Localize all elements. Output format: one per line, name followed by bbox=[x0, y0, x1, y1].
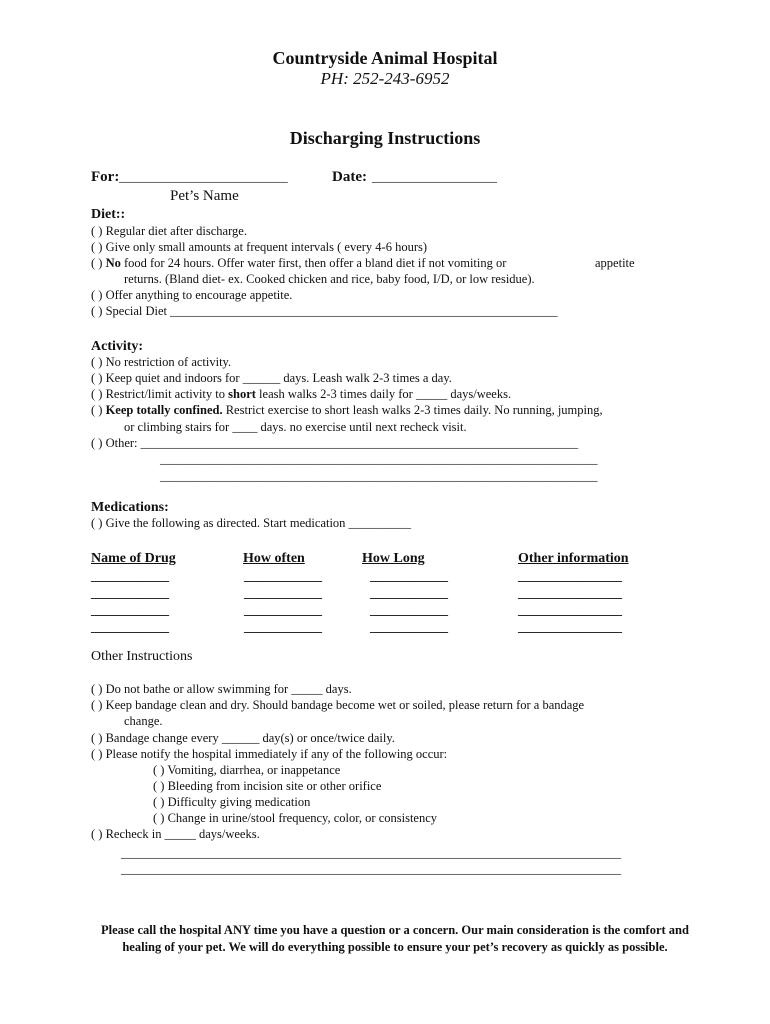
date-field[interactable]: ____________________ bbox=[372, 170, 497, 184]
other-notify-option[interactable]: ( ) Please notify the hospital immediately if any of the following occur: bbox=[91, 747, 448, 761]
activity-other-line-3[interactable]: ______________________________________________________________________ bbox=[160, 469, 598, 483]
activity-stairs-text: or climbing stairs for ____ days. no exercise until next recheck visit. bbox=[124, 420, 467, 434]
activity-restrict-checkbox[interactable]: ( ) Restrict/limit activity to bbox=[91, 387, 229, 401]
med-row-1-other[interactable]: ________________ bbox=[518, 568, 622, 583]
med-row-3-often[interactable]: ____________ bbox=[244, 602, 322, 617]
diet-no-food-option[interactable] bbox=[91, 256, 506, 271]
med-row-4-other[interactable]: ________________ bbox=[518, 619, 622, 634]
diet-heading: Diet:: bbox=[91, 207, 126, 222]
notify-vomiting-option[interactable]: ( ) Vomiting, diarrhea, or inappetance bbox=[153, 763, 341, 777]
column-how-often: How often bbox=[243, 551, 305, 566]
med-row-1-often[interactable]: ____________ bbox=[244, 568, 322, 583]
activity-heading: Activity: bbox=[91, 339, 144, 354]
pet-name-caption: Pet’s Name bbox=[170, 188, 239, 204]
med-row-1-drug[interactable]: ____________ bbox=[91, 568, 169, 583]
diet-no-food-text: food for 24 hours. Offer water first, then offer a bland diet if not vomiting or bbox=[120, 256, 507, 270]
diet-encourage-option[interactable]: ( ) Offer anything to encourage appetite. bbox=[91, 288, 293, 302]
diet-regular-option[interactable]: ( ) Regular diet after discharge. bbox=[91, 224, 247, 238]
activity-confined-checkbox[interactable]: ( ) bbox=[91, 403, 106, 417]
diet-special-option[interactable]: ( ) Special Diet ______________________________________________________________ bbox=[91, 304, 558, 318]
other-bandage-change-continuation: change. bbox=[124, 714, 163, 728]
column-other-information: Other information bbox=[518, 551, 629, 566]
activity-restrict-text: leash walks 2-3 times daily for _____ days/weeks. bbox=[255, 387, 512, 401]
hospital-name: Countryside Animal Hospital bbox=[272, 48, 498, 68]
activity-restrict-option[interactable] bbox=[91, 387, 511, 402]
other-notes-line-2[interactable]: ________________________________________________________________________________ bbox=[121, 862, 621, 876]
other-bandage-clean-option[interactable]: ( ) Keep bandage clean and dry. Should bandage become wet or soiled, please return for a bandage bbox=[91, 698, 585, 712]
other-recheck-option[interactable]: ( ) Recheck in _____ days/weeks. bbox=[91, 827, 260, 841]
activity-keep-quiet-option[interactable]: ( ) Keep quiet and indoors for ______ days. Leash walk 2-3 times a day. bbox=[91, 371, 452, 385]
med-row-2-long[interactable]: ____________ bbox=[370, 585, 448, 600]
activity-other-line-2[interactable]: ______________________________________________________________________ bbox=[160, 452, 598, 466]
pet-name-field[interactable]: ___________________________ bbox=[119, 170, 288, 184]
column-name-of-drug: Name of Drug bbox=[91, 551, 176, 566]
diet-no-food-checkbox[interactable]: ( ) bbox=[91, 256, 106, 270]
other-notes-line-1[interactable]: ________________________________________________________________________________ bbox=[121, 846, 621, 860]
activity-other-option[interactable]: ( ) Other: ______________________________________________________________________ bbox=[91, 436, 579, 450]
medications-heading: Medications: bbox=[91, 500, 169, 515]
diet-appetite-text: appetite bbox=[595, 256, 635, 270]
med-row-3-drug[interactable]: ____________ bbox=[91, 602, 169, 617]
notify-bleeding-option[interactable]: ( ) Bleeding from incision site or other orifice bbox=[153, 779, 382, 793]
med-row-3-other[interactable]: ________________ bbox=[518, 602, 622, 617]
activity-confined-text: Restrict exercise to short leash walks 2-3 times daily. No running, jumping, bbox=[222, 403, 603, 417]
diet-no-bold: No bbox=[105, 256, 121, 270]
activity-short-bold: short bbox=[228, 387, 256, 401]
document-title: Discharging Instructions bbox=[289, 128, 481, 148]
med-row-4-long[interactable]: ____________ bbox=[370, 619, 448, 634]
other-instructions-heading: Other Instructions bbox=[91, 649, 193, 664]
med-row-2-drug[interactable]: ____________ bbox=[91, 585, 169, 600]
activity-confined-bold: Keep totally confined. bbox=[105, 403, 223, 417]
date-label: Date: bbox=[332, 169, 367, 185]
activity-confined-option[interactable] bbox=[91, 403, 603, 418]
hospital-phone: PH: 252-243-6952 bbox=[320, 69, 450, 88]
activity-no-restriction-option[interactable]: ( ) No restriction of activity. bbox=[91, 355, 232, 369]
med-row-4-drug[interactable]: ____________ bbox=[91, 619, 169, 634]
notify-medication-option[interactable]: ( ) Difficulty giving medication bbox=[153, 795, 311, 809]
med-row-2-other[interactable]: ________________ bbox=[518, 585, 622, 600]
notify-urine-stool-option[interactable]: ( ) Change in urine/stool frequency, color, or consistency bbox=[153, 811, 438, 825]
diet-small-amounts-option[interactable]: ( ) Give only small amounts at frequent intervals ( every 4-6 hours) bbox=[91, 240, 428, 254]
column-how-long: How Long bbox=[362, 551, 425, 566]
med-row-4-often[interactable]: ____________ bbox=[244, 619, 322, 634]
diet-bland-returns-text: returns. (Bland diet- ex. Cooked chicken and rice, baby food, I/D, or low residue). bbox=[124, 272, 535, 286]
footer-note: Please call the hospital ANY time you have a question or a concern. Our main consideration is the comfort and healing of your pet. We will do everything possible to ensure your pet’s recovery as quickly as possible. bbox=[101, 923, 689, 954]
med-row-3-long[interactable]: ____________ bbox=[370, 602, 448, 617]
med-row-1-long[interactable]: ____________ bbox=[370, 568, 448, 583]
other-no-bathe-option[interactable]: ( ) Do not bathe or allow swimming for _____ days. bbox=[91, 682, 352, 696]
other-bandage-change-option[interactable]: ( ) Bandage change every ______ day(s) or once/twice daily. bbox=[91, 731, 395, 745]
for-label: For: bbox=[91, 169, 120, 185]
medications-start-option[interactable]: ( ) Give the following as directed. Start medication __________ bbox=[91, 516, 412, 530]
med-row-2-often[interactable]: ____________ bbox=[244, 585, 322, 600]
